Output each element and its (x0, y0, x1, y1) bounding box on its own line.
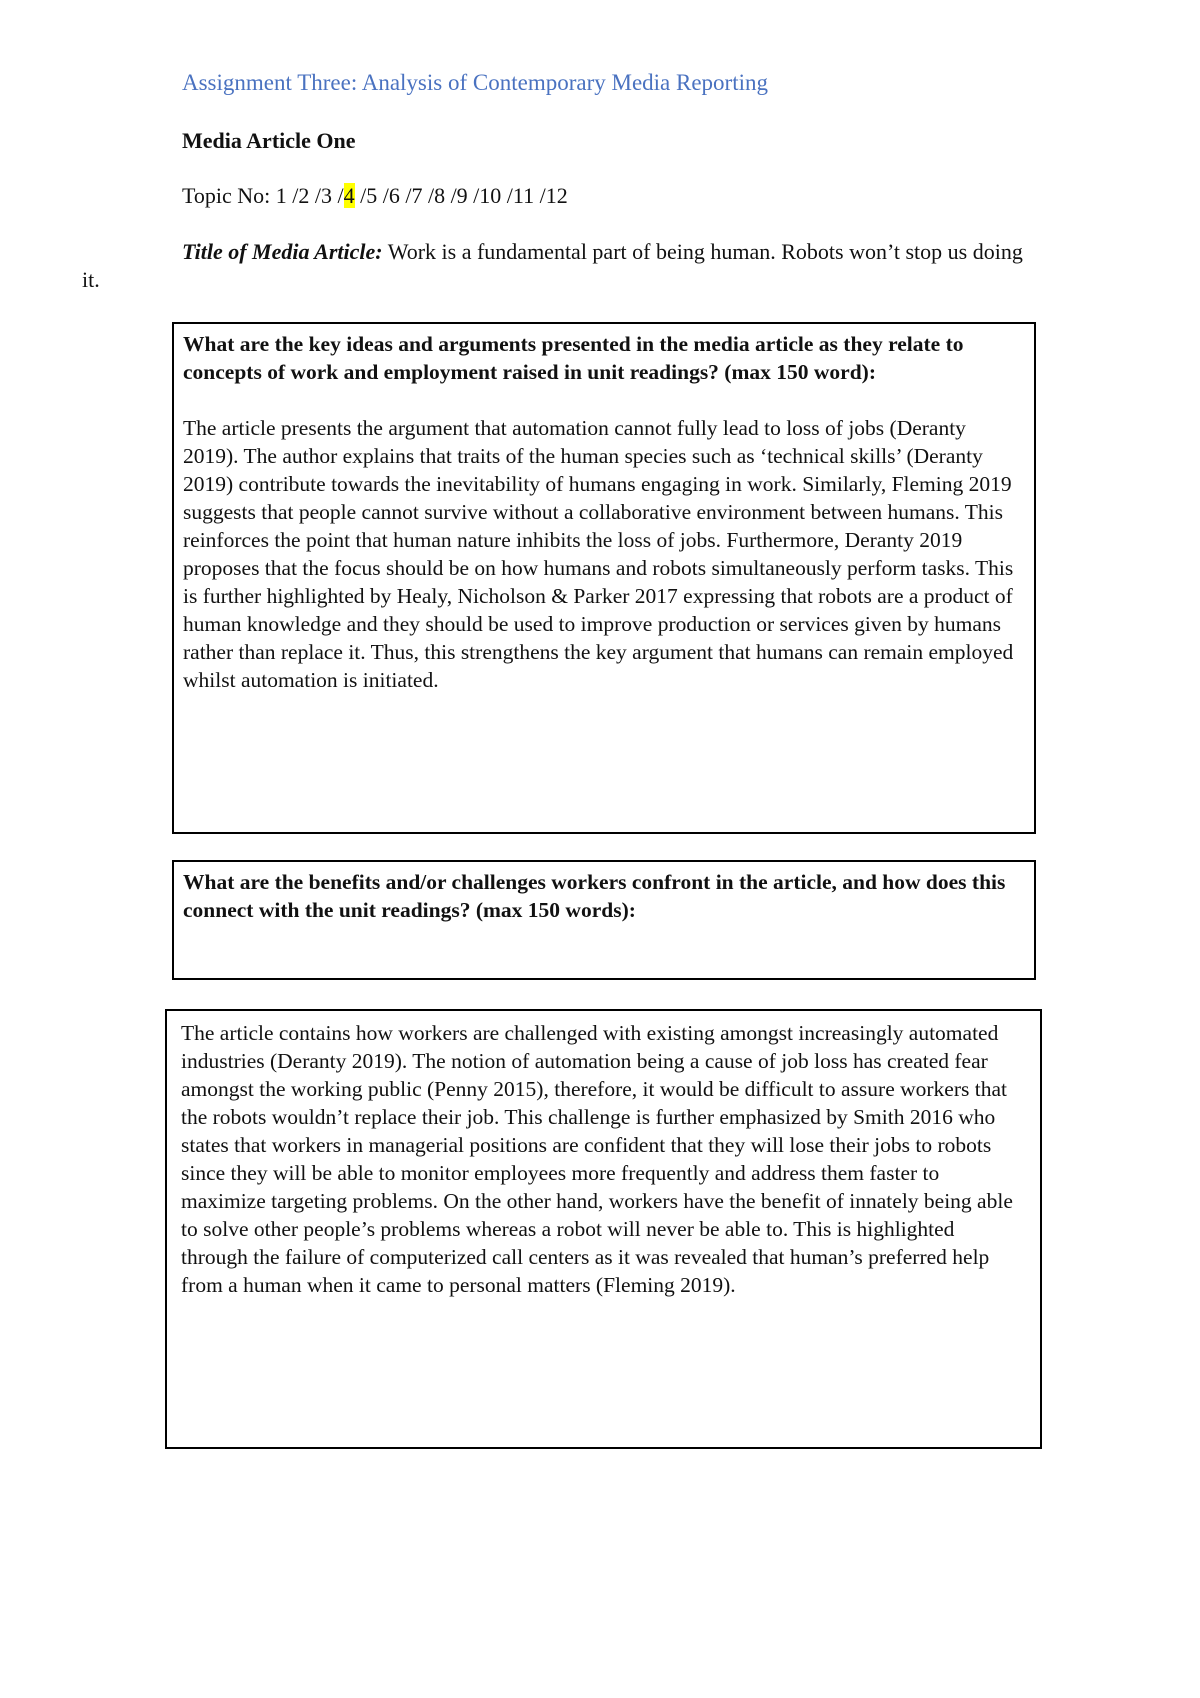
key-ideas-question: What are the key ideas and arguments presented in the media article as they relate to concepts of work and employment raised in unit readings? (max 150 word): (183, 332, 964, 384)
benefits-question: What are the benefits and/or challenges workers confront in the article, and how does this connect with the unit readings? (max 150 words): (183, 870, 1006, 922)
topic-suffix: /5 /6 /7 /8 /9 /10 /11 /12 (354, 183, 568, 208)
key-ideas-box (172, 322, 1036, 834)
assignment-title: Assignment Three: Analysis of Contemporary Media Reporting (182, 70, 768, 95)
topic-selected-highlight: 4 (343, 183, 355, 208)
topic-line (182, 183, 568, 209)
key-ideas-answer: The article presents the argument that automation cannot fully lead to loss of jobs (Deranty 2019). The author explains that traits of the human species such as ‘technical skills’ (Deranty 2019) contribute towards the inevitability of humans engaging in work. Similarly, Fleming 2019 suggests that people cannot survive without a collaborative environment between humans. This reinforces the point that human nature inhibits the loss of jobs. Furthermore, Deranty 2019 proposes that the focus should be on how humans and robots simultaneously perform tasks. This is further highlighted by Healy, Nicholson & Parker 2017 expressing that robots are a product of human knowledge and they should be used to improve production or services given by humans rather than replace it. Thus, this strengthens the key argument that humans can remain employed whilst automation is initiated. (183, 416, 1014, 692)
media-article-title (82, 238, 1032, 294)
title-label: Title of Media Article: (182, 239, 383, 264)
benefits-question-box (172, 860, 1036, 980)
benefits-answer-box (165, 1009, 1042, 1449)
article-label: Media Article One (182, 128, 356, 153)
title-value: Work is a fundamental part of being human. Robots won’t stop us doing it. (82, 239, 1023, 292)
topic-prefix: Topic No: 1 /2 /3 / (182, 183, 344, 208)
benefits-answer: The article contains how workers are challenged with existing amongst increasingly automated industries (Deranty 2019). The notion of automation being a cause of job loss has created fear amongst the working public (Penny 2015), therefore, it would be difficult to assure workers that the robots wouldn’t replace their job. This challenge is further emphasized by Smith 2016 who states that workers in managerial positions are confident that they will lose their jobs to robots since they will be able to monitor employees more frequently and address them faster to maximize targeting problems. On the other hand, workers have the benefit of innately being able to solve other people’s problems whereas a robot will never be able to. This is highlighted through the failure of computerized call centers as it was revealed that human’s preferred help from a human when it came to personal matters (Fleming 2019). (181, 1021, 1013, 1297)
